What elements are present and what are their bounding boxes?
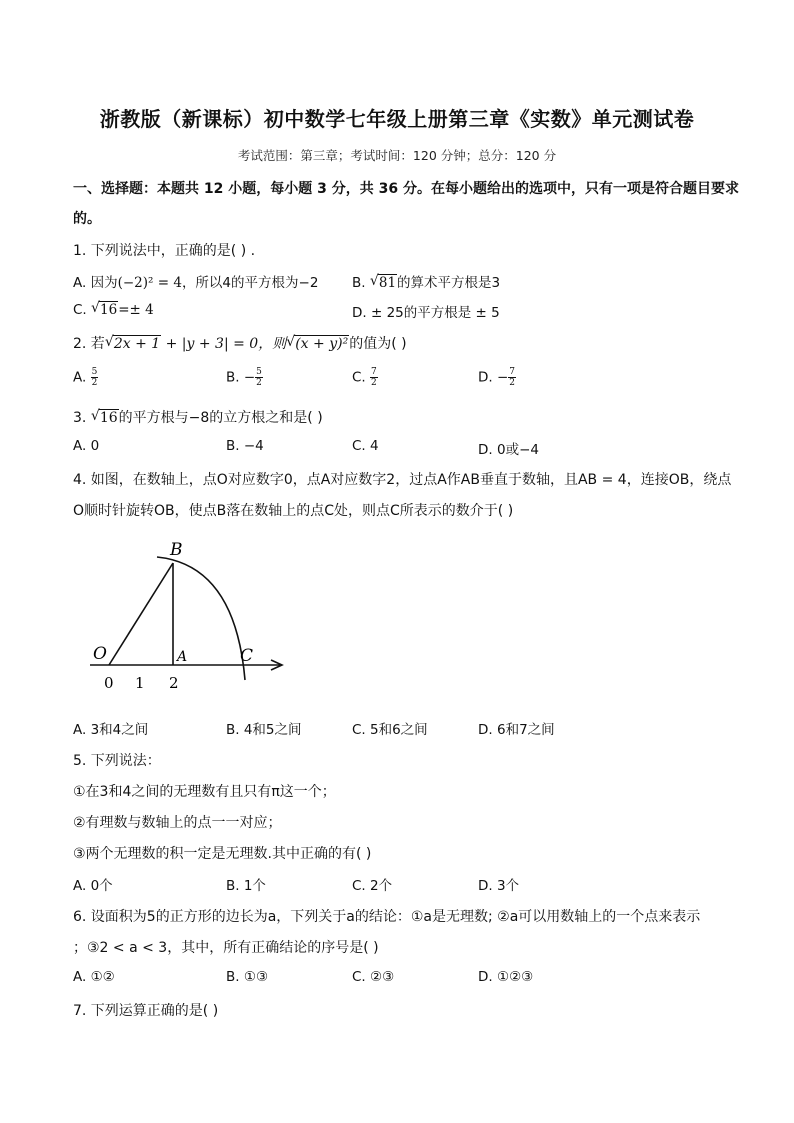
exam-info: 考试范围：第三章；考试时间：120 分钟；总分：120 分 [237, 148, 557, 163]
math-expression: + |y + 3| = 0，则 [161, 336, 287, 352]
option-text: ，所以4的平方根为−2 [181, 275, 319, 291]
q2-option-d[interactable] [478, 367, 516, 388]
section-heading-line2: 的。 [73, 211, 101, 227]
denominator: 2 [91, 378, 98, 388]
q5-option-a[interactable]: A. 0个 [73, 878, 113, 894]
tick-label-0: 0 [104, 674, 114, 692]
sqrt-expression: √ 2x + 1 [104, 334, 161, 352]
question-5-stem: 5. 下列说法： [73, 753, 161, 769]
stem-text: 的平方根与−8的立方根之和是( ) [118, 410, 323, 426]
option-text: 的算术平方根是3 [397, 275, 501, 291]
sqrt-expression: √ 16 [90, 408, 118, 426]
radicand: 2x + 1 [113, 336, 161, 352]
numerator: 7 [509, 367, 516, 377]
rotation-arc [157, 557, 245, 680]
minus-sign: − [496, 369, 509, 386]
minus-sign: − [243, 369, 256, 386]
fraction [508, 367, 516, 388]
q3-option-c[interactable]: C. 4 [352, 438, 379, 454]
option-label: C. [73, 302, 87, 318]
question-7-stem: 7. 下列运算正确的是( ) [73, 1003, 219, 1019]
q4-option-d[interactable]: D. 6和7之间 [478, 722, 555, 738]
point-b-label: B [170, 540, 183, 560]
question-2-stem [73, 333, 407, 353]
fraction [255, 367, 263, 388]
q3-option-b[interactable]: B. −4 [226, 438, 264, 454]
q1-option-c[interactable] [73, 301, 154, 318]
fraction [370, 367, 378, 388]
q4-option-c[interactable]: C. 5和6之间 [352, 722, 428, 738]
question-1-stem: 1. 下列说法中，正确的是( ) . [73, 243, 256, 259]
stem-text: 2. 若 [73, 336, 105, 352]
option-label: A. [73, 369, 87, 386]
sqrt-expression: √ (x + y)² [286, 334, 349, 352]
q4-option-a[interactable]: A. 3和4之间 [73, 722, 149, 738]
option-label: D. [352, 305, 367, 321]
tick-label-2: 2 [169, 674, 179, 692]
sqrt-expression: √ 16 [91, 300, 118, 318]
denominator: 2 [256, 378, 262, 388]
point-a-label: A [177, 649, 188, 665]
option-label: B. [226, 369, 240, 386]
q5-statement-3: ③两个无理数的积一定是无理数.其中正确的有( ) [73, 846, 372, 862]
q4-option-b[interactable]: B. 4和5之间 [226, 722, 302, 738]
radicand: 16 [100, 302, 118, 318]
option-label: D. [478, 369, 493, 386]
q2-option-a[interactable] [73, 367, 98, 388]
fraction [91, 367, 99, 388]
radicand: 16 [99, 410, 118, 426]
q6-option-b[interactable]: B. ①③ [226, 969, 269, 985]
option-label: C. [352, 369, 366, 386]
q5-option-d[interactable]: D. 3个 [478, 878, 520, 894]
tick-label-1: 1 [135, 674, 145, 692]
math-expression: =± 4 [118, 302, 154, 318]
point-c-label: C [240, 646, 254, 666]
page-title: 浙教版（新课标）初中数学七年级上册第三章《实数》单元测试卷 [99, 107, 695, 131]
math-expression: (−2)² = 4 [117, 275, 182, 291]
radicand: 81 [378, 275, 397, 291]
q2-option-b[interactable] [226, 367, 263, 388]
option-label: A. [73, 275, 87, 291]
numerator: 5 [256, 367, 262, 377]
segment-ob [109, 563, 173, 665]
number-line-figure [85, 535, 295, 695]
q2-option-c[interactable] [352, 367, 378, 388]
option-text: ± 25的平方根是 ± 5 [370, 305, 500, 321]
question-3-stem [73, 407, 323, 427]
q5-statement-2: ②有理数与数轴上的点一一对应； [73, 815, 282, 831]
point-o-label: O [93, 644, 107, 664]
q6-option-c[interactable]: C. ②③ [352, 969, 395, 985]
q1-option-b[interactable] [352, 271, 500, 291]
q5-option-c[interactable]: C. 2个 [352, 878, 393, 894]
stem-text: 3. [73, 410, 91, 426]
radicand: (x + y)² [295, 336, 349, 352]
q6-option-d[interactable]: D. ①②③ [478, 969, 534, 985]
question-4-stem-line2: O顺时针旋转OB，使点B落在数轴上的点C处，则点C所表示的数介于( ) [73, 503, 514, 519]
q5-statement-1: ①在3和4之间的无理数有且只有π这一个； [73, 784, 336, 800]
stem-text: 的值为( ) [349, 336, 407, 352]
denominator: 2 [509, 378, 516, 388]
q5-option-b[interactable]: B. 1个 [226, 878, 266, 894]
numerator: 5 [91, 367, 98, 377]
question-4-stem-line1: 4. 如图，在数轴上，点O对应数字0，点A对应数字2，过点A作AB垂直于数轴，且AB = 4，连接OB，绕点 [73, 472, 732, 488]
sqrt-expression: √ 81 [369, 273, 397, 291]
q3-option-a[interactable]: A. 0 [73, 438, 100, 454]
q6-option-a[interactable]: A. ①② [73, 969, 115, 985]
section-heading [73, 178, 739, 198]
question-6-stem-line1: 6. 设面积为5的正方形的边长为a，下列关于a的结论：①a是无理数; ②a可以用数轴上的一个点来表示 [73, 909, 701, 925]
q1-option-d[interactable] [352, 301, 500, 321]
denominator: 2 [371, 378, 377, 388]
section-heading-line1: 一、选择题：本题共 12 小题，每小题 3 分，共 36 分。在每小题给出的选项中，只有一项是符合题目要求 [73, 181, 739, 197]
option-text: 因为 [90, 275, 118, 291]
question-6-stem-line2: ；③2 < a < 3，其中，所有正确结论的序号是( ) [73, 940, 379, 956]
numerator: 7 [371, 367, 377, 377]
q1-option-a[interactable] [73, 271, 318, 291]
option-label: B. [352, 275, 366, 291]
q3-option-d[interactable]: D. 0或−4 [478, 442, 539, 458]
